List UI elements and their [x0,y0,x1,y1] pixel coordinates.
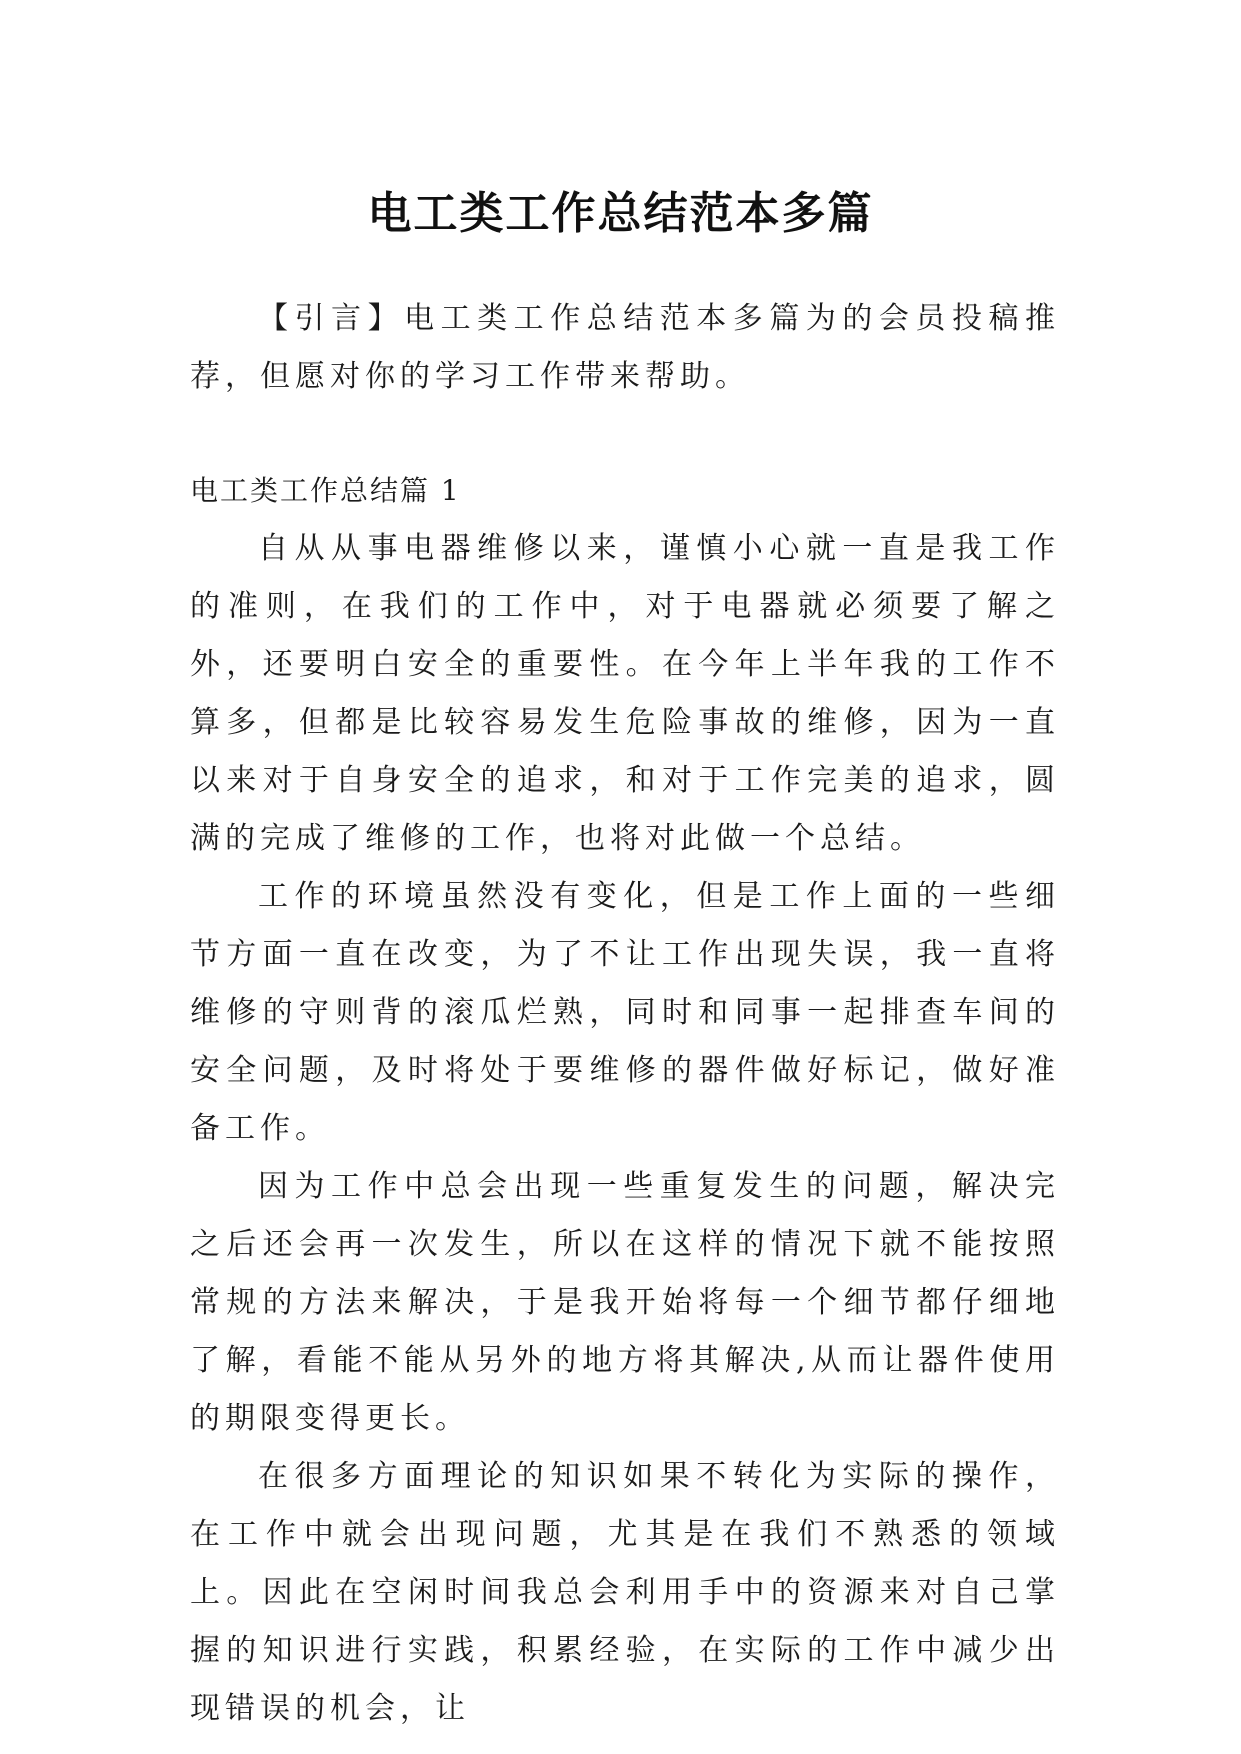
body-paragraph-4: 在很多方面理论的知识如果不转化为实际的操作，在工作中就会出现问题，尤其是在我们不熟悉的领域上。因此在空闲时间我总会利用手中的资源来对自己掌握的知识进行实践，积累经验，在实际的工作中减少出现错误的机会，让 [190,1459,1060,1726]
intro-paragraph: 【引言】电工类工作总结范本多篇为的会员投稿推荐，但愿对你的学习工作带来帮助。 [190,301,1060,394]
section-1 [190,462,1060,1738]
body-paragraph-1: 自从从事电器维修以来，谨慎小心就一直是我工作的准则，在我们的工作中，对于电器就必须要了解之外，还要明白安全的重要性。在今年上半年我的工作不算多，但都是比较容易发生危险事故的维修，因为一直以来对于自身安全的追求，和对于工作完美的追求，圆满的完成了维修的工作，也将对此做一个总结。 [190,531,1060,856]
body-paragraph-2: 工作的环境虽然没有变化，但是工作上面的一些细节方面一直在改变，为了不让工作出现失误，我一直将维修的守则背的滚瓜烂熟，同时和同事一起排查车间的安全问题，及时将处于要维修的器件做好标记，做好准备工作。 [190,879,1060,1146]
section-heading: 电工类工作总结篇 1 [190,474,461,507]
intro-block [190,290,1060,406]
body-paragraph-3: 因为工作中总会出现一些重复发生的问题，解决完之后还会再一次发生，所以在这样的情况下就不能按照常规的方法来解决，于是我开始将每一个细节都仔细地了解，看能不能从另外的地方将其解决,从而让器件使用的期限变得更长。 [190,1169,1060,1436]
document-title: 电工类工作总结范本多篇 [367,188,874,240]
